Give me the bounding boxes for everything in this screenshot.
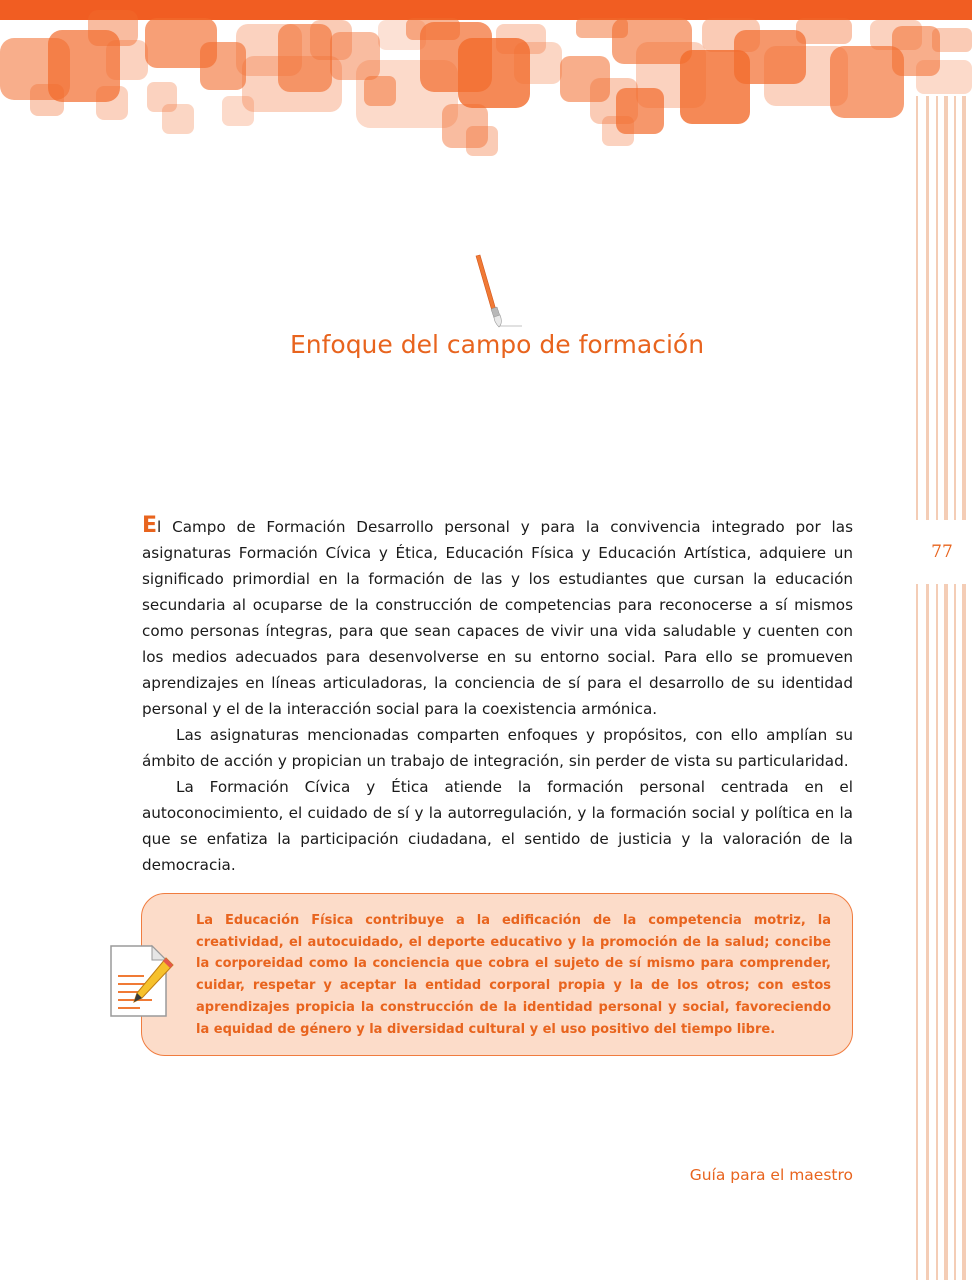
body-text [142, 514, 853, 878]
paintbrush-icon [470, 254, 524, 330]
page-title: Enfoque del campo de formación [289, 330, 705, 359]
callout-box [141, 893, 853, 1056]
paragraph-1-text: l Campo de Formación Desarrollo personal y para la convivencia integrado por las asignaturas Formación Cívica y Ética, Educación Física y Educación Artística, adquiere un significado primordial en la formación de las y los estudiantes que cursan la educación secundaria al ocuparse de la construcción de competencias para reconocerse a sí mismos como personas íntegras, para que sean capaces de vivir una vida saludable y cuenten con los medios adecuados para desenvolverse en su entorno social. Para ello se promueven aprendizajes en líneas articuladoras, la conciencia de sí para el desarrollo de su identidad personal y el de la interacción social para la coexistencia armónica. [142, 518, 853, 718]
paragraph-2: Las asignaturas mencionadas comparten enfoques y propósitos, con ello amplían su ámbito de acción y propician un trabajo de integración, sin perder de vista su particularidad. [142, 726, 853, 770]
page-number: 77 [912, 520, 972, 584]
side-stripes [912, 96, 972, 1280]
notepad-pencil-icon [106, 940, 176, 1020]
footer-text: Guía para el maestro [689, 1166, 853, 1184]
header-decoration [0, 0, 972, 170]
callout-text: La Educación Física contribuye a la edificación de la competencia motriz, la creatividad, el autocuidado, el deporte educativo y la promoción de la salud; concibe la corporeidad como la conciencia que cobra el sujeto de sí mismo para comprender, cuidar, respetar y aceptar la entidad corporal propia y la de los otros; con estos aprendizajes propicia la construcción de la identidad personal y social, favoreciendo la equidad de género y la diversidad cultural y el uso positivo del tiempo libre. [196, 913, 831, 1037]
drop-cap: E [142, 513, 158, 538]
paragraph-1 [142, 514, 853, 722]
paragraph-3: La Formación Cívica y Ética atiende la formación personal centrada en el autoconocimiento, el cuidado de sí y la autorregulación, y la formación social y política en la que se enfatiza la participación ciudadana, el sentido de justicia y la valoración de la democracia. [142, 778, 853, 874]
